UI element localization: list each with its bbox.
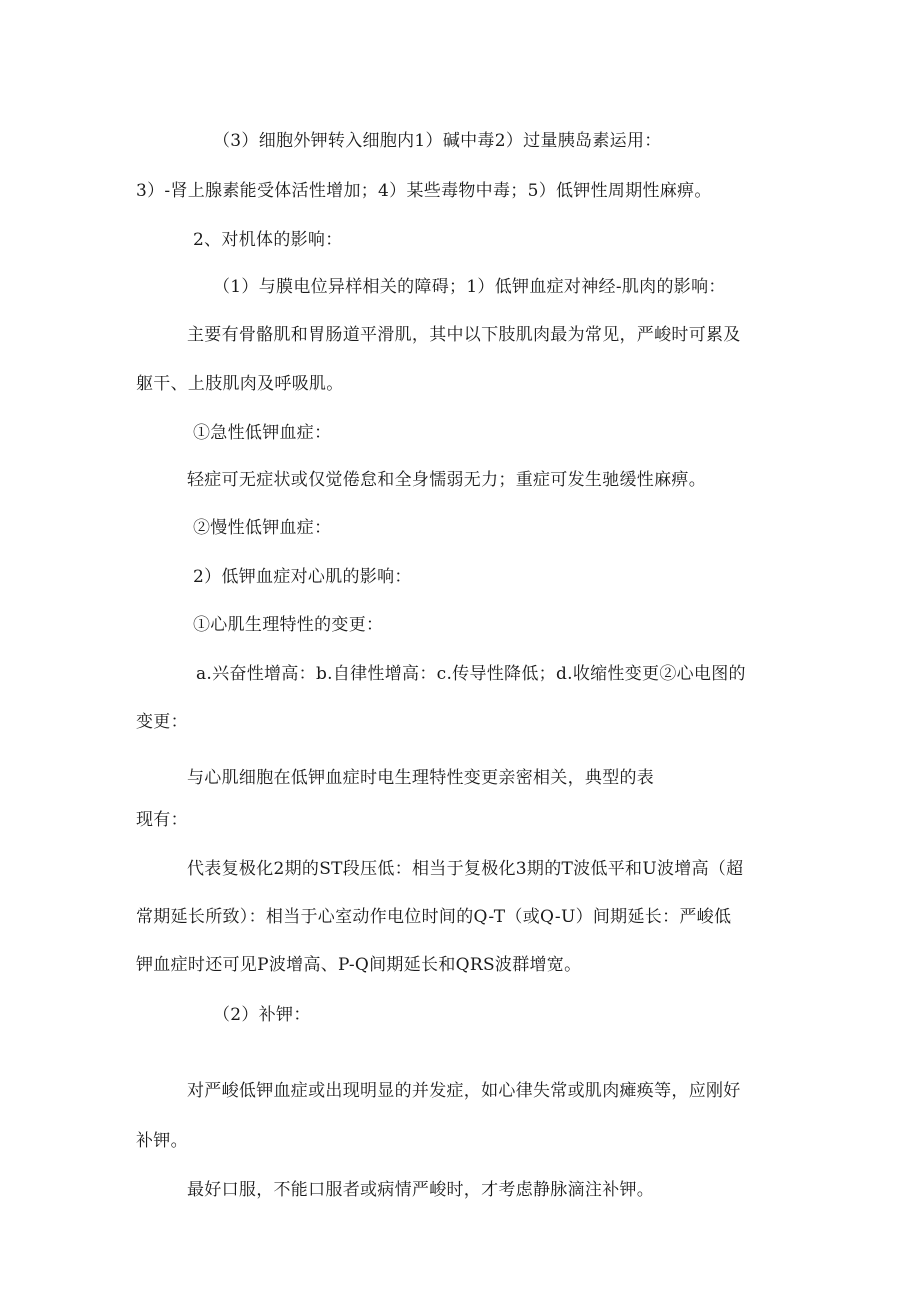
text-line: 最好口服，不能口服者或病情严峻时，才考虑静脉滴注补钾。 bbox=[187, 1180, 655, 1200]
text-line: 主要有骨骼肌和胃肠道平滑肌，其中以下肢肌肉最为常见，严峻时可累及 bbox=[187, 325, 741, 345]
text-line: 3）-肾上腺素能受体活性增加；4）某些毒物中毒；5）低钾性周期性麻痹。 bbox=[136, 181, 712, 201]
text-line: 对严峻低钾血症或出现明显的并发症，如心律失常或肌肉瘫痪等，应刚好 bbox=[187, 1081, 741, 1101]
text-line: 现有： bbox=[136, 810, 188, 830]
text-line: 补钾。 bbox=[136, 1131, 188, 1151]
text-line: 轻症可无症状或仅觉倦怠和全身懦弱无力；重症可发生驰缓性麻痹。 bbox=[187, 470, 706, 490]
text-line: （1）与膜电位异样相关的障碍；1）低钾血症对神经-肌肉的影响： bbox=[213, 277, 726, 297]
text-line: 代表复极化2期的ST段压低：相当于复极化3期的T波低平和U波增高（超 bbox=[187, 859, 744, 879]
text-line: 钾血症时还可见P波增高、P-Q间期延长和QRS波群增宽。 bbox=[136, 955, 582, 975]
subheading: （2）补钾： bbox=[213, 1005, 311, 1025]
text-line: （3）细胞外钾转入细胞内1）碱中毒2）过量胰岛素运用： bbox=[213, 131, 662, 151]
subheading: 2）低钾血症对心肌的影响： bbox=[193, 567, 412, 587]
subheading: ①心肌生理特性的变更： bbox=[193, 615, 384, 635]
text-line: 变更： bbox=[136, 712, 188, 732]
text-line: 常期延长所致）：相当于心室动作电位时间的Q-T（或Q-U）间期延长：严峻低 bbox=[136, 907, 732, 927]
text-line: 躯干、上肢肌肉及呼吸肌。 bbox=[136, 374, 344, 394]
text-line: 与心肌细胞在低钾血症时电生理特性变更亲密相关，典型的表 bbox=[187, 768, 655, 788]
text-line: a.兴奋性增高：b.自律性增高：c.传导性降低；d.收缩性变更②心电图的 bbox=[196, 664, 746, 684]
subheading: ①急性低钾血症： bbox=[193, 423, 332, 443]
section-heading: 2、对机体的影响： bbox=[193, 230, 343, 250]
subheading: ②慢性低钾血症： bbox=[193, 518, 332, 538]
